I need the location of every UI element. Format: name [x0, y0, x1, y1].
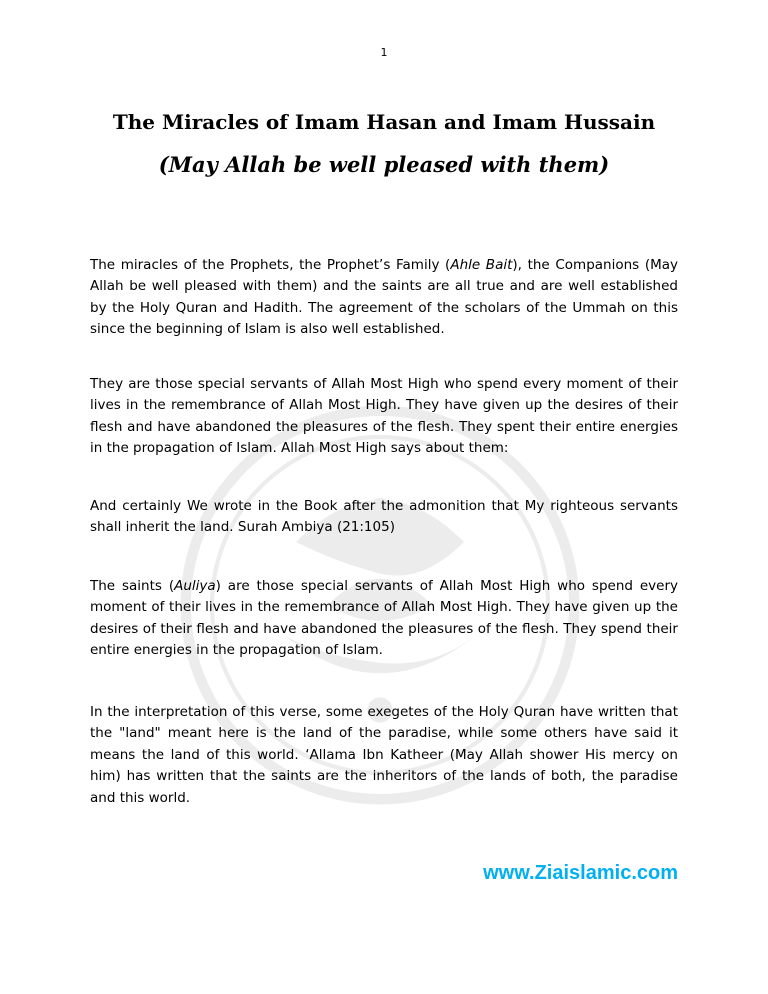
website-link[interactable]: www.Ziaislamic.com: [483, 862, 678, 884]
paragraph-text: The miracles of the Prophets, the Prophet’s Family (: [90, 257, 451, 273]
paragraph-saints: [90, 576, 678, 662]
paragraph-text: The saints (: [90, 578, 175, 594]
page-number: 1: [380, 46, 388, 59]
paragraph-interpretation: In the interpretation of this verse, some exegetes of the Holy Quran have written that the "land" meant here is the land of the paradise, while some others have said it means the land of this world. ‘Allama Ibn Katheer (May Allah shower His mercy on him) has written that the saints are the inheritors of the lands of both, the paradise and this world.: [90, 704, 678, 806]
paragraph-text: ) are those special servants of Allah Most High who spend every moment of their lives in the remembrance of Allah Most High. They have given up the desires of their flesh and have abandoned the pleasures of the flesh. They spend their entire energies in the propagation of Islam.: [90, 578, 678, 659]
page-subtitle: (May Allah be well pleased with them): [158, 152, 610, 177]
paragraph-emphasis: Ahle Bait: [450, 257, 513, 273]
page-title: The Miracles of Imam Hasan and Imam Hussain: [112, 110, 656, 134]
paragraph-servants: They are those special servants of Allah Most High who spend every moment of their lives in the remembrance of Allah Most High. They have given up the desires of their flesh and have abandoned the pleasures of the flesh. They spent their entire energies in the propagation of Islam. Allah Most High says about them:: [90, 376, 678, 457]
paragraph-text: ), the Companions (May Allah be well pleased with them) and the saints are all true and are well established by the Holy Quran and Hadith. The agreement of the scholars of the Ummah on this since the beginning of Islam is also well established.: [90, 257, 678, 338]
paragraph-emphasis: Auliya: [174, 578, 216, 594]
paragraph-miracles: [90, 255, 678, 341]
paragraph-verse: And certainly We wrote in the Book after the admonition that My righteous servants shall inherit the land. Surah Ambiya (21:105): [90, 498, 678, 536]
